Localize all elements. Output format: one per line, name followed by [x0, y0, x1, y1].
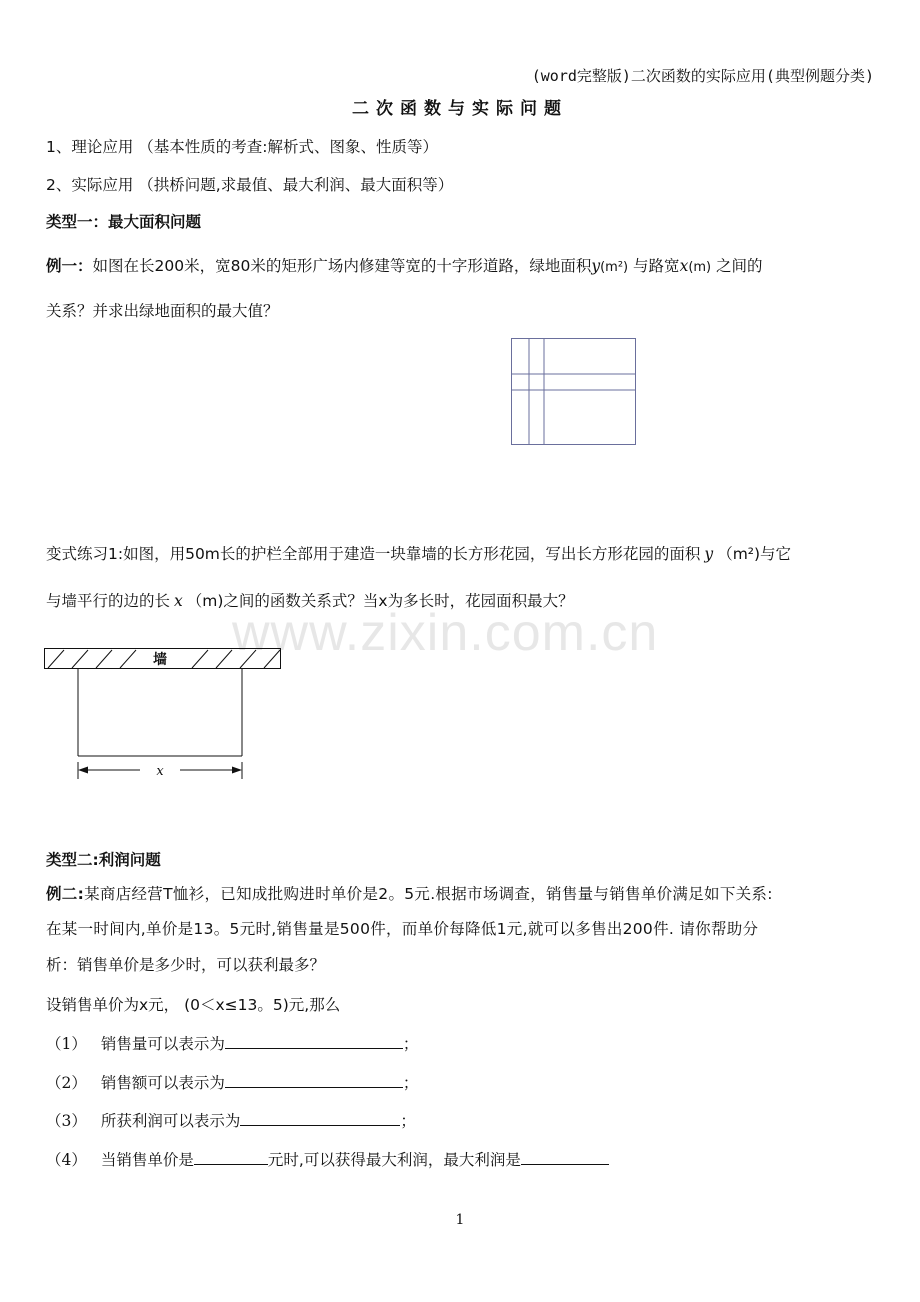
- cross-road-figure: [511, 338, 637, 446]
- document-header: (word完整版)二次函数的实际应用(典型例题分类): [531, 67, 874, 85]
- variant-text-b: 与墙平行的边的长: [46, 592, 171, 610]
- variant-line1: [46, 544, 791, 564]
- variant-var-y: y: [704, 545, 714, 563]
- example1-label: 例一：: [46, 257, 93, 275]
- variant-unit: （m²)与它: [717, 545, 792, 563]
- q2-text: 销售额可以表示为: [100, 1074, 225, 1092]
- item-theory: 1、理论应用 （基本性质的考查:解析式、图象、性质等）: [46, 138, 439, 156]
- question-4: [46, 1149, 609, 1170]
- example2-line3: 析：销售单价是多少时，可以获利最多？: [46, 956, 326, 974]
- example2-line2: 在某一时间内,单价是13。5元时,销售量是500件，而单价每降低1元,就可以多售出200件. 请你帮助分: [46, 920, 759, 938]
- page-title: 二次函数与实际问题: [352, 99, 568, 119]
- question-1: [46, 1033, 418, 1054]
- variant-text-c: （m)之间的函数关系式？当x为多长时，花园面积最大？: [186, 592, 574, 610]
- variant-var-x: x: [174, 592, 183, 610]
- q2-number: （2）: [46, 1074, 87, 1092]
- var-y: y: [591, 257, 601, 275]
- q3-answer-blank[interactable]: [240, 1110, 400, 1126]
- item-practice: 2、实际应用 （拱桥问题,求最值、最大利润、最大面积等）: [46, 176, 454, 194]
- example2-label: 例二:: [46, 885, 85, 903]
- q1-answer-blank[interactable]: [225, 1033, 403, 1049]
- question-3: [46, 1110, 416, 1131]
- wall-label: 墙: [153, 652, 167, 668]
- page-number: 1: [455, 1212, 465, 1228]
- q2-answer-blank[interactable]: [225, 1072, 403, 1088]
- q3-semicolon: ；: [400, 1112, 416, 1130]
- example1-text-c: 之间的: [711, 257, 763, 275]
- q1-number: （1）: [46, 1035, 87, 1053]
- example1-line2: 关系？并求出绿地面积的最大值？: [46, 302, 279, 320]
- wall-garden-figure: [44, 648, 284, 782]
- unit-m: (m): [688, 260, 712, 275]
- q4-number: （4）: [46, 1151, 87, 1169]
- type2-heading: 类型二:利润问题: [46, 851, 161, 869]
- q4-profit-blank[interactable]: [521, 1149, 609, 1165]
- example1-text-a: 如图在长200米，宽80米的矩形广场内修建等宽的十字形道路，绿地面积: [92, 257, 592, 275]
- question-2: [46, 1072, 418, 1093]
- type1-heading: 类型一：最大面积问题: [46, 213, 202, 231]
- q3-number: （3）: [46, 1112, 87, 1130]
- q3-text: 所获利润可以表示为: [100, 1112, 241, 1130]
- q1-text: 销售量可以表示为: [100, 1035, 225, 1053]
- example2-line1: [46, 884, 773, 904]
- unit-m2: (m²): [600, 260, 629, 275]
- q2-semicolon: ；: [402, 1074, 419, 1092]
- example1-line1: [46, 256, 763, 278]
- dimension-x-label: x: [156, 764, 164, 779]
- example2-text: 某商店经营T恤衫，已知成批购进时单价是2。5元.根据市场调查，销售量与销售单价满足如下关系:: [84, 885, 773, 903]
- q4-price-blank[interactable]: [194, 1149, 268, 1165]
- variant-text-a: 变式练习1:如图，用50m长的护栏全部用于建造一块靠墙的长方形花园，写出长方形花园的面积: [46, 545, 701, 563]
- setup-line: 设销售单价为x元， (0＜x≤13。5)元,那么: [46, 996, 341, 1014]
- var-x: x: [679, 257, 689, 275]
- q4-text-a: 当销售单价是: [100, 1151, 194, 1169]
- watermark: www.zixin.com.cn: [232, 604, 659, 662]
- q4-text-b: 元时,可以获得最大利润，最大利润是: [267, 1151, 521, 1169]
- example1-text-b: 与路宽: [628, 257, 680, 275]
- q1-semicolon: ；: [402, 1035, 419, 1053]
